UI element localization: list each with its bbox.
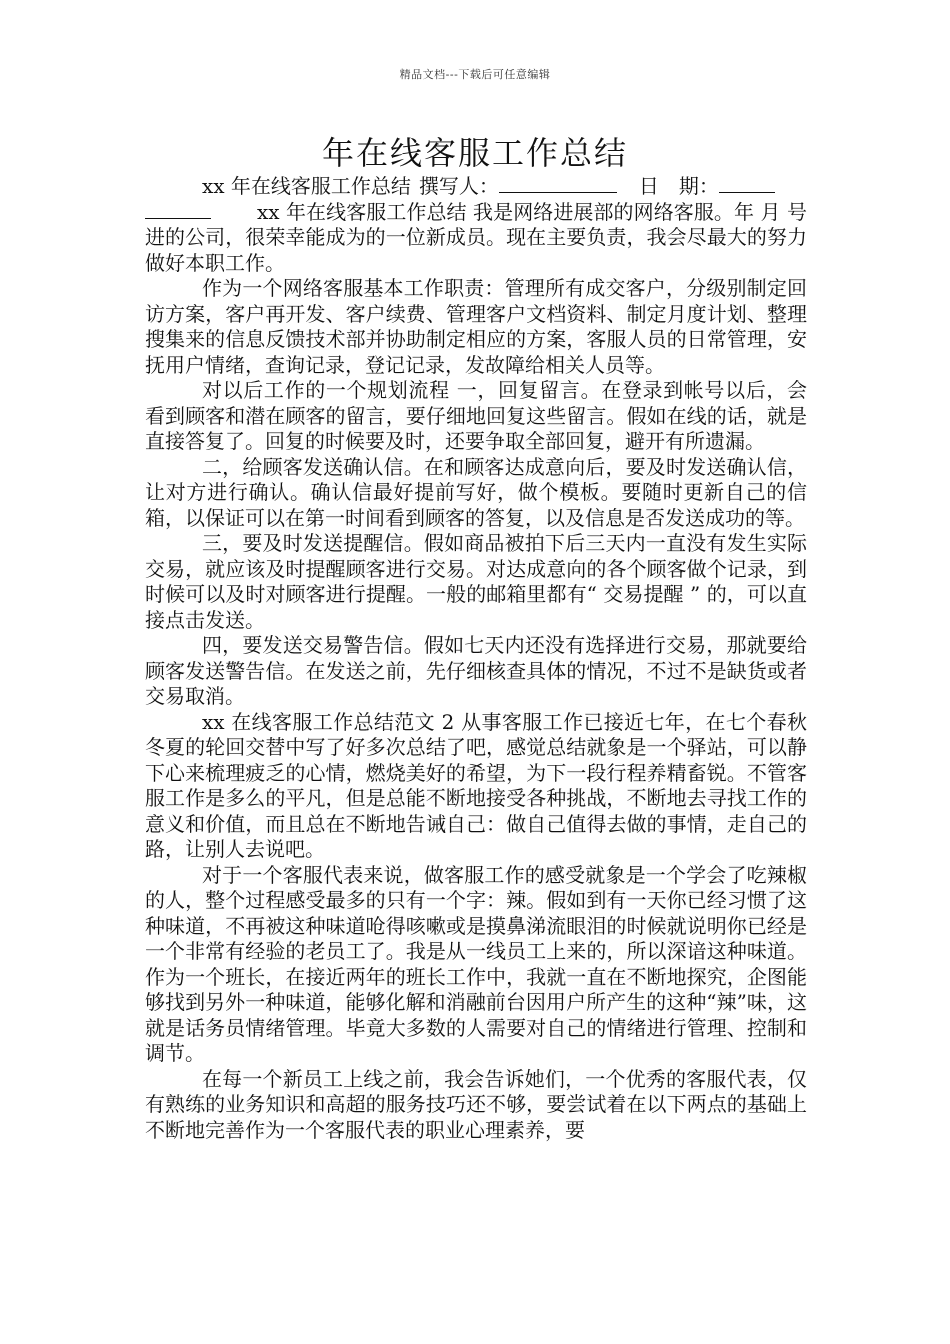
intro-heading: xx 年在线客服工作总结 <box>202 174 411 198</box>
intro-heading-line <box>145 174 807 200</box>
page-header-note: 精品文档---下载后可任意编辑 <box>399 68 551 81</box>
paragraph: 三，要及时发送提醒信。假如商品被拍下后三天内一直没有发生实际交易，就应该及时提醒顾客进行交易。对达成意向的各个顾客做个记录，到时候可以及时对顾客进行提醒。一般的邮箱里都有“ 交易提醒 ” 的，可以直接点击发送。 <box>145 531 807 632</box>
paragraph: 作为一个网络客服基本工作职责：管理所有成交客户，分级别制定回访方案，客户再开发、客户续费、管理客户文档资料、制定月度计划、整理搜集来的信息反馈技术部并协助制定相应的方案，客服人员的日常管理，安抚用户情绪，查询记录，登记记录，发故障给相关人员等。 <box>145 276 807 377</box>
date-blank-continued <box>145 200 211 219</box>
intro-author-label: 撰写人： <box>418 174 499 198</box>
date-blank <box>719 174 775 193</box>
paragraph: 对以后工作的一个规划流程 一，回复留言。在登录到帐号以后，会看到顾客和潜在顾客的留言，要仔细地回复这些留言。假如在线的话，就是直接答复了。回复的时候要及时，还要争取全部回复，避开有所遗漏。 <box>145 378 807 453</box>
paragraph: 四，要发送交易警告信。假如七天内还没有选择进行交易，那就要给顾客发送警告信。在发送之前，先仔细核查具体的情况，不过不是缺货或者交易取消。 <box>145 633 807 708</box>
document-title: 年在线客服工作总结 <box>321 134 628 172</box>
paragraph: xx 在线客服工作总结范文 2 从事客服工作已接近七年，在七个春秋冬夏的轮回交替中写了好多次总结了吧，感觉总结就象是一个驿站，可以静下心来梳理疲乏的心情，燃烧美好的希望，为下一段行程养精畜锐。不管客服工作是多么的平凡，但是总能不断地接受各种挑战，不断地去寻找工作的意义和价值，而且总在不断地告诫自己：做自己值得去做的事情，走自己的路，让别人去说吧。 <box>145 709 807 861</box>
author-blank <box>499 174 617 193</box>
paragraph: 二，给顾客发送确认信。在和顾客达成意向后，要及时发送确认信，让对方进行确认。确认信最好提前写好，做个模板。要随时更新自己的信箱，以保证可以在第一时间看到顾客的答复，以及信息是否发送成功的等。 <box>145 454 807 530</box>
paragraph: 对于一个客服代表来说，做客服工作的感受就象是一个学会了吃辣椒的人，整个过程感受最多的只有一个字：辣。假如到有一天你已经习惯了这种味道，不再被这种味道呛得咳嗽或是摸鼻涕流眼泪的时候就说明你已经是一个非常有经验的老员工了。我是从一线员工上来的，所以深谙这种味道。作为一个班长，在接近两年的班长工作中，我就一直在不断地探究，企图能够找到另外一种味道，能够化解和消融前台因用户所产生的这种“辣”味，这就是话务员情绪管理。毕竟大多数的人需要对自己的情绪进行管理、控制和调节。 <box>145 862 807 1065</box>
intro-paragraph: xx 年在线客服工作总结 我是网络进展部的网络客服。年 月 号进的公司，很荣幸能成为的一位新成员。现在主要负责，我会尽最大的努力做好本职工作。 <box>145 199 807 275</box>
intro-date-label: 日 期： <box>638 174 719 198</box>
document-body <box>145 174 807 1143</box>
paragraph: 在每一个新员工上线之前，我会告诉她们，一个优秀的客服代表，仅有熟练的业务知识和高超的服务技巧还不够，要尝试着在以下两点的基础上不断地完善作为一个客服代表的职业心理素养，要 <box>145 1066 807 1142</box>
